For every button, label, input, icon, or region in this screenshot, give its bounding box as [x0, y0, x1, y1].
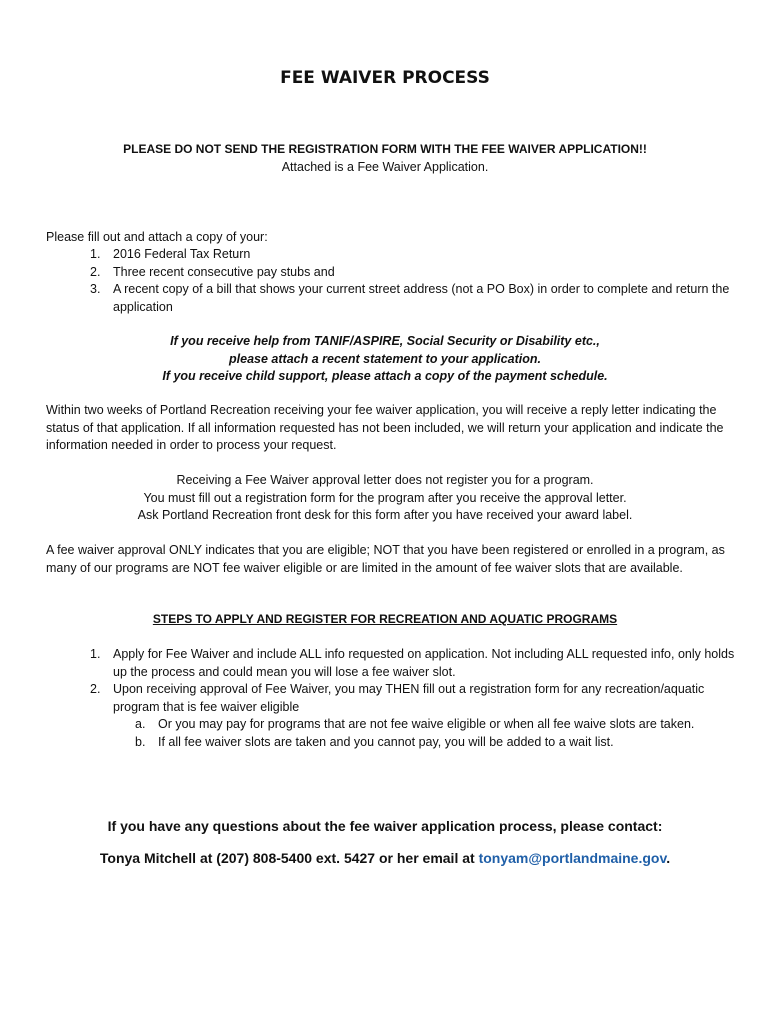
assistance-line: If you receive child support, please attach a copy of the payment schedule. [162, 369, 608, 383]
registration-line: You must fill out a registration form for the program after you receive the approval letter. [143, 490, 627, 505]
list-text: If all fee waiver slots are taken and you cannot pay, you will be added to a wait list. [158, 734, 614, 749]
list-number: 3. [90, 282, 101, 296]
list-text: 2016 Federal Tax Return [113, 247, 251, 261]
intro-text: Please fill out and attach a copy of your: [46, 230, 268, 244]
list-item [46, 246, 736, 264]
steps-heading: STEPS TO APPLY AND REGISTER FOR RECREATION AND AQUATIC PROGRAMS [152, 612, 618, 626]
list-text: Three recent consecutive pay stubs and [113, 264, 335, 279]
list-number: 2. [90, 264, 101, 279]
list-number: 1. [90, 647, 101, 661]
assistance-notice [0, 333, 770, 386]
contact-text: Tonya Mitchell at (207) 808-5400 ext. 5427 or her email at [99, 850, 479, 866]
list-text: Apply for Fee Waiver and include ALL info requested on application. Not including ALL requested info, only holds up the process and could mean you will lose a fee waiver slot. [113, 647, 735, 679]
list-item [46, 681, 736, 751]
substeps-list [113, 716, 736, 751]
list-number: 1. [90, 247, 101, 261]
list-item [46, 264, 736, 282]
list-text: A recent copy of a bill that shows your current street address (not a PO Box) in order to complete and return the application [113, 282, 730, 314]
eligibility-paragraph: A fee waiver approval ONLY indicates that you are eligible; NOT that you have been registered or enrolled in a program, as many of our programs are NOT fee waiver eligible or are limited in the amount of fee waiver slots that are available. [46, 543, 725, 575]
list-number: 2. [90, 682, 101, 696]
assistance-line: please attach a recent statement to your application. [229, 351, 541, 366]
list-letter: a. [135, 717, 146, 731]
required-documents-list [46, 246, 736, 316]
list-letter: b. [135, 734, 146, 749]
processing-paragraph: Within two weeks of Portland Recreation receiving your fee waiver application, you will receive a reply letter indicating the status of that application. If all information requested has not been included, we will return your application and indicate the information needed in order to process your request. [46, 403, 724, 452]
assistance-line: If you receive help from TANIF/ASPIRE, Social Security or Disability etc., [170, 334, 600, 348]
contact-line [0, 850, 770, 866]
questions-heading: If you have any questions about the fee waiver application process, please contact: [107, 818, 663, 834]
registration-line: Ask Portland Recreation front desk for this form after you have received your award label. [137, 508, 633, 522]
list-item [113, 734, 736, 752]
email-link[interactable]: tonyam@portlandmaine.gov [478, 850, 667, 866]
registration-line: Receiving a Fee Waiver approval letter does not register you for a program. [176, 473, 594, 487]
page-title: FEE WAIVER PROCESS [280, 68, 490, 88]
steps-list [46, 646, 736, 751]
attached-note: Attached is a Fee Waiver Application. [281, 160, 489, 174]
registration-notice [0, 472, 770, 525]
warning-notice: PLEASE DO NOT SEND THE REGISTRATION FORM WITH THE FEE WAIVER APPLICATION!! [123, 142, 647, 156]
list-text: Or you may pay for programs that are not fee waive eligible or when all fee waive slots are taken. [158, 717, 695, 731]
list-text: Upon receiving approval of Fee Waiver, you may THEN fill out a registration form for any recreation/aquatic program that is fee waiver eligible [113, 682, 705, 714]
list-item [46, 646, 736, 681]
list-item [46, 281, 736, 316]
list-item [113, 716, 736, 734]
contact-suffix: . [666, 850, 671, 866]
